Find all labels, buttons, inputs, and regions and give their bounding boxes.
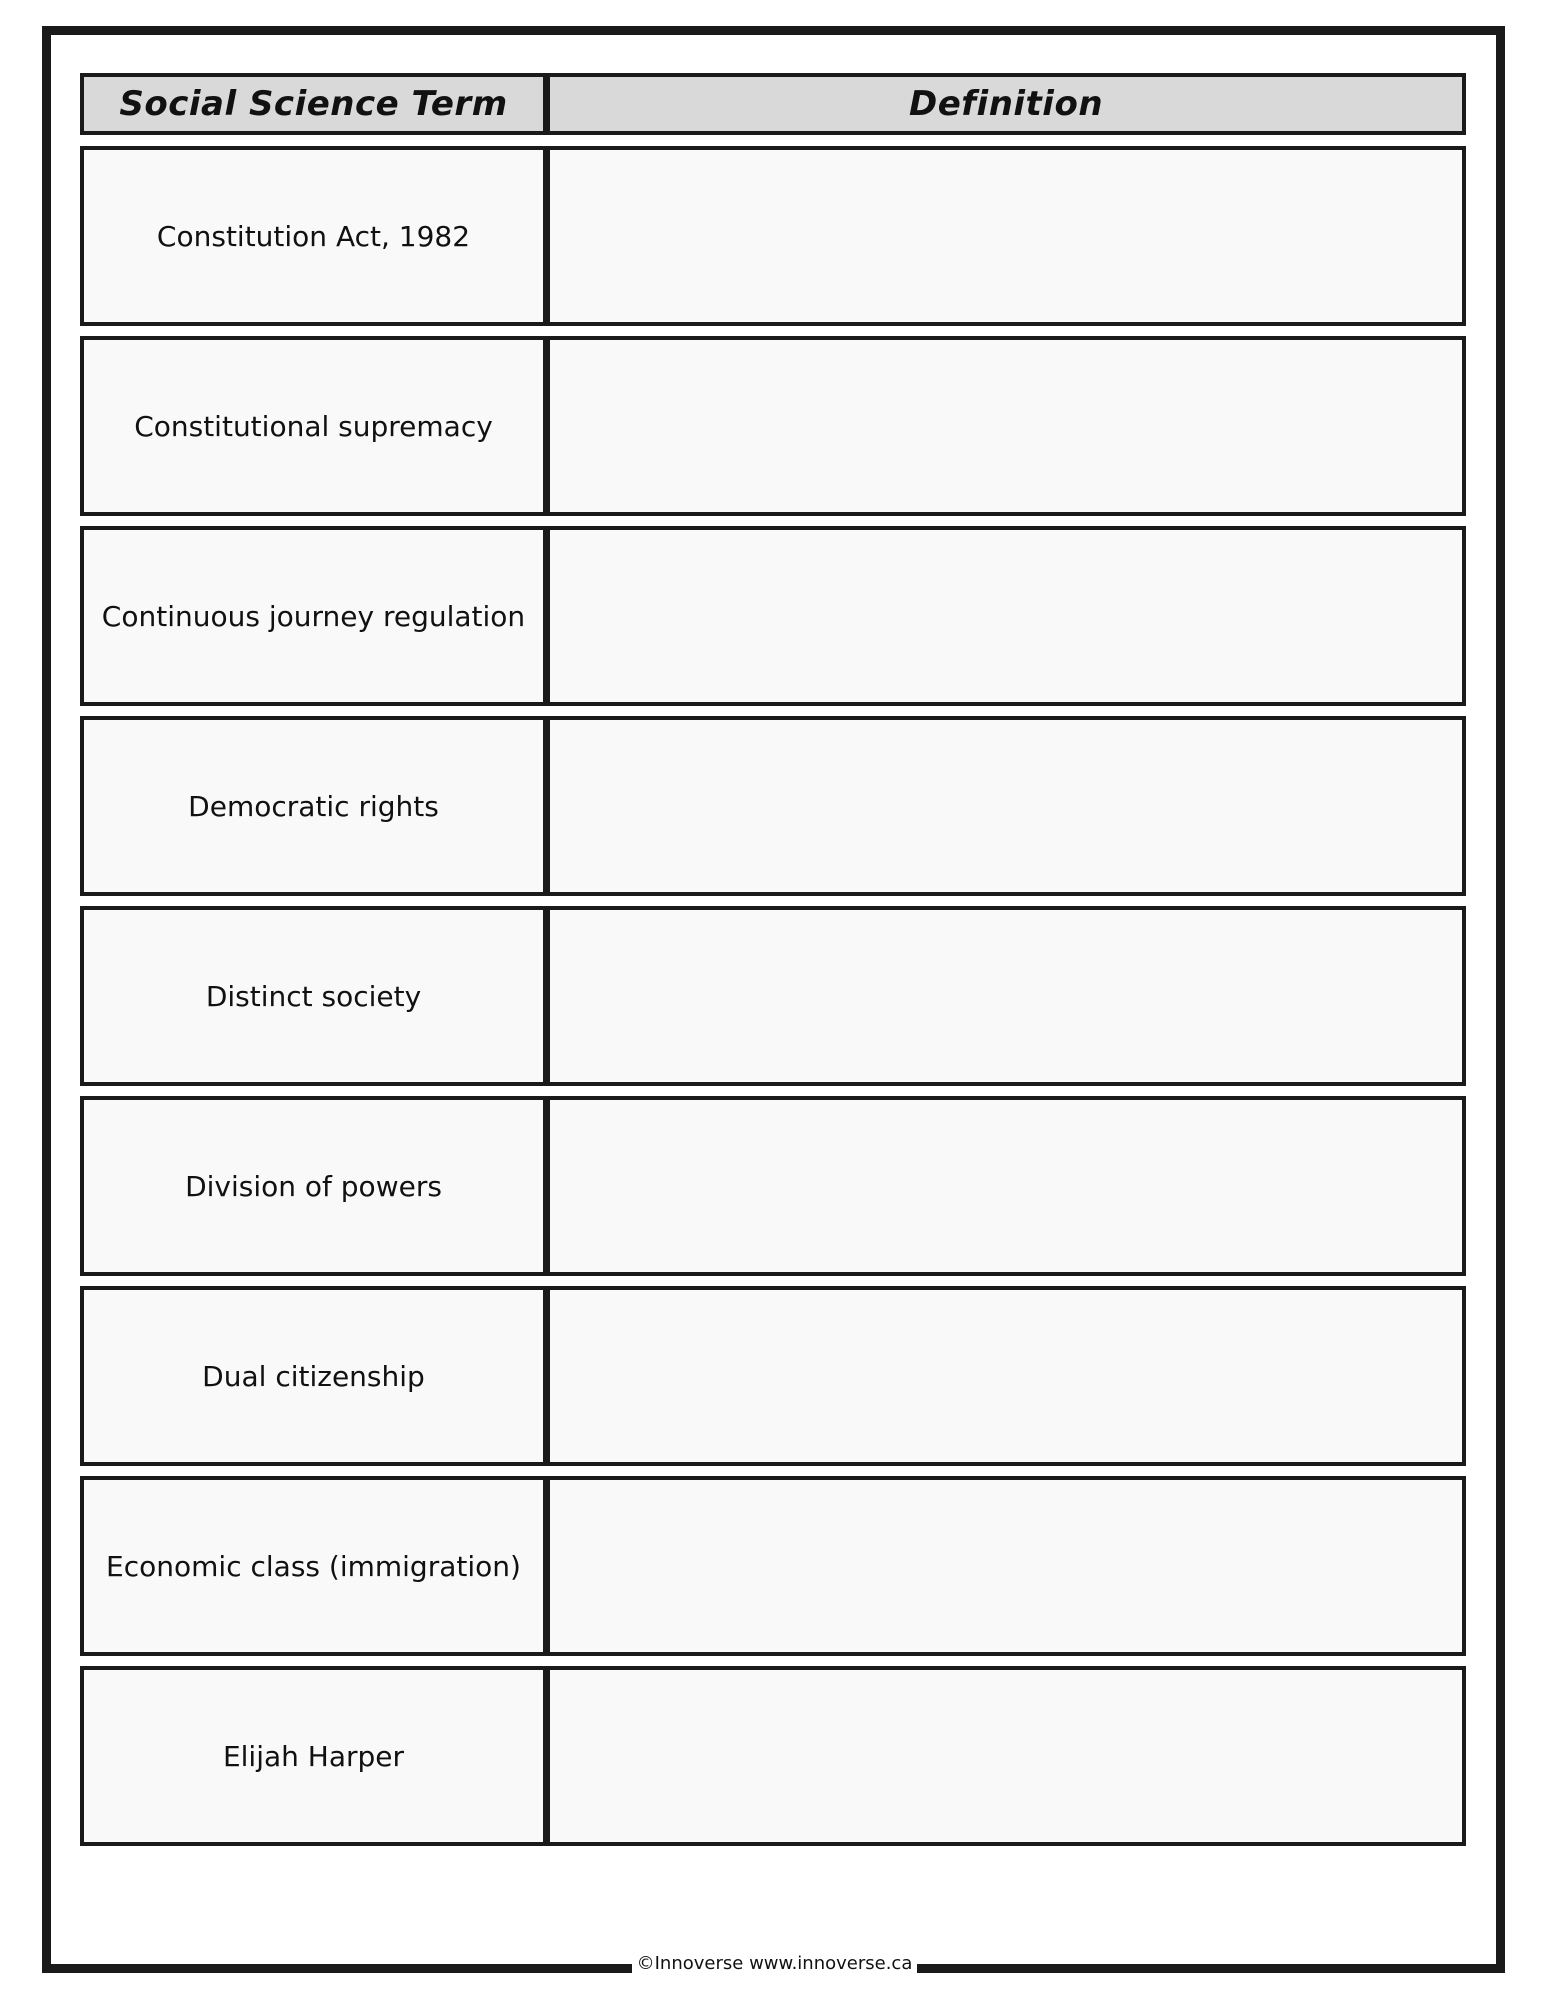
term-cell-2: Constitutional supremacy [80, 336, 547, 516]
term-cell-8: Economic class (immigration) [80, 1476, 547, 1656]
term-cell-7: Dual citizenship [80, 1286, 547, 1466]
definition-cell-1[interactable] [546, 146, 1466, 326]
definition-cell-7[interactable] [546, 1286, 1466, 1466]
definition-cell-3[interactable] [546, 526, 1466, 706]
column-header-term: Social Science Term [80, 73, 547, 135]
term-cell-1: Constitution Act, 1982 [80, 146, 547, 326]
term-cell-6: Division of powers [80, 1096, 547, 1276]
definition-cell-6[interactable] [546, 1096, 1466, 1276]
definition-cell-8[interactable] [546, 1476, 1466, 1656]
term-cell-4: Democratic rights [80, 716, 547, 896]
column-header-definition: Definition [546, 73, 1466, 135]
definition-cell-2[interactable] [546, 336, 1466, 516]
term-cell-9: Elijah Harper [80, 1666, 547, 1846]
footer-copyright: ©Innoverse www.innoverse.ca [632, 1948, 917, 1978]
definition-cell-4[interactable] [546, 716, 1466, 896]
term-cell-5: Distinct society [80, 906, 547, 1086]
definition-cell-9[interactable] [546, 1666, 1466, 1846]
term-cell-3: Continuous journey regulation [80, 526, 547, 706]
definition-cell-5[interactable] [546, 906, 1466, 1086]
